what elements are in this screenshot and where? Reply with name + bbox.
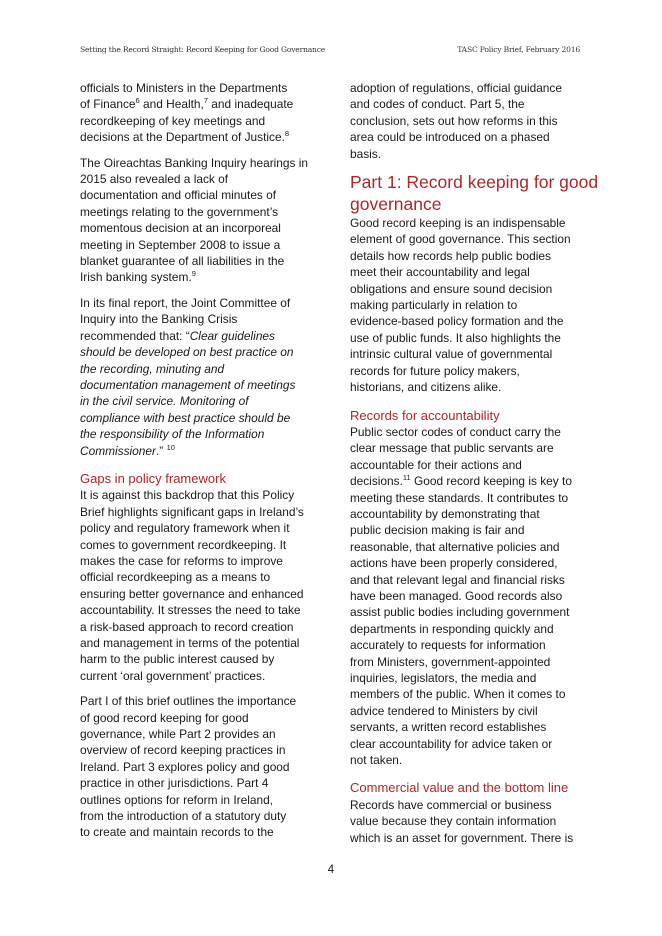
text-run: decisions at the Department of Justice.	[80, 130, 285, 145]
text-line	[80, 269, 320, 285]
text-line	[80, 537, 320, 553]
text-line	[350, 346, 590, 362]
text-run: conclusion, sets out how reforms in this	[350, 113, 558, 128]
text-line	[350, 231, 590, 247]
text-run: making particularly in relation to	[350, 298, 518, 313]
text-line	[350, 604, 590, 620]
text-run: Good record keeping is key to	[410, 474, 572, 489]
text-run: Part I of this brief outlines the importance	[80, 694, 297, 709]
text-line	[80, 311, 320, 327]
text-line	[80, 520, 320, 536]
text-run: evidence-based policy formation and the	[350, 314, 564, 329]
footnote-ref: 6	[135, 96, 140, 106]
text-run: advice tendered to Ministers by civil	[350, 703, 538, 718]
text-line	[80, 742, 320, 758]
text-run: decisions.	[350, 474, 403, 489]
text-run: meetings relating to the government’s	[80, 204, 279, 219]
text-line	[350, 654, 590, 670]
paragraph	[80, 155, 320, 286]
text-line	[350, 830, 590, 846]
text-line	[80, 171, 320, 187]
text-line	[80, 377, 320, 393]
text-run: The Oireachtas Banking Inquiry hearings in	[80, 155, 309, 170]
text-run: from the introduction of a statutory duty	[80, 809, 287, 824]
text-line	[80, 113, 320, 129]
text-line	[80, 635, 320, 651]
text-run: and inadequate	[208, 97, 294, 112]
text-line	[80, 155, 320, 171]
text-run: overview of record keeping practices in	[80, 743, 286, 758]
text-run: accountability. It stresses the need to take	[80, 603, 301, 618]
text-run: reasonable, that alternative policies and	[350, 539, 560, 554]
text-run: recommended that: “	[80, 328, 190, 343]
text-line	[350, 146, 590, 162]
footnote-ref: 9	[191, 269, 196, 279]
text-line	[350, 424, 590, 440]
text-line	[350, 797, 590, 813]
italic-run: documentation management of meetings	[80, 377, 296, 392]
text-run: meet their accountability and legal	[350, 265, 530, 280]
italic-run: the recording, minuting and	[80, 361, 225, 376]
text-run: from Ministers, government-appointed	[350, 654, 551, 669]
text-line	[350, 686, 590, 702]
text-run: of good record keeping for good	[80, 710, 249, 725]
text-line	[80, 619, 320, 635]
text-run: assist public bodies including government	[350, 605, 570, 620]
text-line	[80, 651, 320, 667]
text-line	[350, 80, 590, 96]
text-run: actions have been properly considered,	[350, 556, 558, 571]
footnote-ref: 11	[402, 473, 411, 483]
text-line	[80, 220, 320, 236]
text-line	[80, 393, 320, 409]
text-run: official recordkeeping as a means to	[80, 570, 271, 585]
text-run: historians, and citizens alike.	[350, 380, 502, 395]
text-run: practice in other jurisdictions. Part 4	[80, 776, 269, 791]
text-line	[350, 313, 590, 329]
text-run: details how records help public bodies	[350, 248, 551, 263]
text-line	[350, 440, 590, 456]
text-line	[80, 775, 320, 791]
text-run: momentous decision at an incorporeal	[80, 221, 281, 236]
text-line	[350, 719, 590, 735]
text-run: Records have commercial or business	[350, 797, 552, 812]
text-run: use of public funds. It also highlights the	[350, 330, 561, 345]
text-line	[80, 187, 320, 203]
text-run: 2015 also revealed a lack of	[80, 172, 229, 187]
text-run: current ‘oral government’ practices.	[80, 668, 266, 683]
text-run: have been managed. Good records also	[350, 588, 563, 603]
text-run: officials to Ministers in the Departments	[80, 81, 288, 95]
footnote-ref: 10	[166, 442, 175, 452]
text-line	[80, 129, 320, 145]
text-run: and Health,	[139, 97, 204, 112]
text-run: policy and regulatory framework when it	[80, 521, 290, 536]
text-line	[350, 588, 590, 604]
text-run: Good record keeping is an indispensable	[350, 216, 566, 231]
paragraph	[80, 295, 320, 459]
text-run: and codes of conduct. Part 5, the	[350, 97, 525, 112]
text-run: recordkeeping of key meetings and	[80, 113, 266, 128]
text-run: Ireland. Part 3 explores policy and good	[80, 759, 290, 774]
text-line	[80, 726, 320, 742]
text-run: Inquiry into the Banking Crisis	[80, 312, 238, 327]
text-line	[80, 443, 320, 459]
text-line	[80, 237, 320, 253]
text-line	[350, 703, 590, 719]
paragraph	[350, 215, 590, 395]
section-heading: Commercial value and the bottom line	[350, 780, 569, 796]
text-line	[350, 522, 590, 538]
text-line	[350, 215, 590, 231]
text-line	[80, 759, 320, 775]
paragraph	[350, 80, 590, 162]
running-header-title: Setting the Record Straight: Record Keeping for Good Governance	[80, 45, 326, 54]
text-line	[80, 710, 320, 726]
text-line	[80, 668, 320, 684]
text-run: and that relevant legal and financial risks	[350, 572, 565, 587]
text-run: ensuring better governance and enhanced	[80, 586, 304, 601]
text-run: and management in terms of the potential	[80, 636, 300, 650]
text-line	[350, 555, 590, 571]
page-number: 4	[327, 864, 335, 876]
text-run: documentation and official minutes of	[80, 188, 277, 203]
text-run: inquiries, legislators, the media and	[350, 671, 537, 685]
text-line	[80, 504, 320, 520]
paragraph	[350, 424, 590, 769]
text-run: clear message that public servants are	[350, 441, 554, 456]
text-run: obligations and ensure sound decision	[350, 281, 553, 296]
text-run: adoption of regulations, official guidance	[350, 81, 562, 95]
text-line	[350, 490, 590, 506]
text-line	[80, 586, 320, 602]
text-run: to create and maintain records to the	[80, 825, 274, 840]
text-line	[350, 457, 590, 473]
heading-line: governance	[350, 194, 442, 215]
text-run: of Finance	[80, 97, 136, 112]
part-heading	[350, 171, 599, 215]
text-line	[80, 410, 320, 426]
text-run: meeting in September 2008 to issue a	[80, 237, 281, 252]
paragraph	[80, 487, 320, 684]
text-line	[350, 379, 590, 395]
footnote-ref: 8	[284, 129, 290, 139]
text-line	[350, 670, 590, 686]
text-line	[80, 344, 320, 360]
text-line	[80, 808, 320, 824]
right-column	[350, 80, 599, 855]
text-line	[350, 129, 590, 145]
text-line	[350, 813, 590, 829]
text-line	[350, 572, 590, 588]
text-line	[80, 361, 320, 377]
text-line	[350, 281, 590, 297]
text-line	[350, 113, 590, 129]
text-line	[80, 80, 320, 96]
text-line	[350, 96, 590, 112]
paragraph	[350, 797, 590, 846]
text-line	[80, 693, 320, 709]
text-run: clear accountability for advice taken or	[350, 736, 553, 751]
text-line	[350, 264, 590, 280]
section-heading: Records for accountability	[350, 407, 500, 423]
left-column	[80, 80, 320, 850]
text-run: Irish banking system.	[80, 270, 192, 285]
italic-run: in the civil service. Monitoring of	[80, 394, 249, 409]
italic-run: should be developed on best practice on	[80, 345, 294, 360]
text-run: a risk-based approach to record creation	[80, 619, 294, 634]
text-line	[80, 328, 320, 344]
text-run: It is against this backdrop that this Policy	[80, 488, 295, 503]
text-run: Public sector codes of conduct carry the	[350, 424, 561, 439]
text-line	[80, 487, 320, 503]
text-run: members of the public. When it comes to	[350, 687, 566, 702]
text-line	[80, 96, 320, 112]
text-line	[350, 637, 590, 653]
text-line	[80, 204, 320, 220]
text-run: element of good governance. This section	[350, 232, 571, 247]
text-line	[80, 553, 320, 569]
text-run: accountable for their actions and	[350, 457, 522, 472]
text-run: harm to the public interest caused by	[80, 652, 275, 667]
text-run: In its final report, the Joint Committee of	[80, 295, 291, 310]
footnote-ref: 7	[203, 96, 208, 106]
text-run: .”	[155, 443, 167, 458]
text-line	[350, 363, 590, 379]
italic-run: the responsibility of the Information	[80, 427, 265, 442]
text-line	[80, 295, 320, 311]
running-header-date: TASC Policy Brief, February 2016	[457, 45, 580, 54]
text-line	[80, 569, 320, 585]
italic-run: compliance with best practice should be	[80, 410, 291, 425]
italic-run: Commissioner	[80, 443, 156, 458]
text-line	[350, 506, 590, 522]
text-run: records for future policy makers,	[350, 363, 520, 378]
text-line	[350, 736, 590, 752]
heading-line: Part 1: Record keeping for good	[350, 172, 599, 193]
text-line	[80, 792, 320, 808]
text-run: departments in responding quickly and	[350, 621, 554, 636]
text-run: outlines options for reform in Ireland,	[80, 792, 273, 807]
text-line	[350, 297, 590, 313]
text-line	[80, 824, 320, 840]
text-run: value because they contain information	[350, 814, 557, 829]
text-run: public decision making is fair and	[350, 523, 525, 538]
text-line	[350, 330, 590, 346]
paragraph	[80, 693, 320, 841]
text-line	[80, 426, 320, 442]
text-run: Brief highlights significant gaps in Ireland’s	[80, 504, 304, 519]
text-run: makes the case for reforms to improve	[80, 553, 283, 568]
text-run: intrinsic cultural value of governmental	[350, 347, 553, 362]
text-line	[80, 602, 320, 618]
text-line	[350, 539, 590, 555]
text-run: comes to government recordkeeping. It	[80, 537, 287, 552]
text-line	[350, 248, 590, 264]
text-run: accurately to requests for information	[350, 638, 546, 653]
text-run: area could be introduced on a phased	[350, 130, 550, 145]
text-run: accountability by demonstrating that	[350, 506, 540, 521]
text-line	[350, 752, 590, 768]
text-run: which is an asset for government. There is	[350, 830, 574, 845]
section-heading: Gaps in policy framework	[80, 470, 226, 486]
text-line	[350, 621, 590, 637]
text-run: servants, a written record establishes	[350, 720, 547, 735]
paragraph	[80, 80, 320, 146]
text-run: basis.	[350, 146, 382, 161]
text-run: governance, while Part 2 provides an	[80, 727, 276, 742]
italic-run: Clear guidelines	[189, 328, 275, 343]
text-line	[80, 253, 320, 269]
text-run: meeting these standards. It contributes to	[350, 490, 569, 505]
text-line	[350, 473, 590, 489]
text-run: blanket guarantee of all liabilities in the	[80, 254, 285, 269]
text-run: not taken.	[350, 753, 403, 768]
